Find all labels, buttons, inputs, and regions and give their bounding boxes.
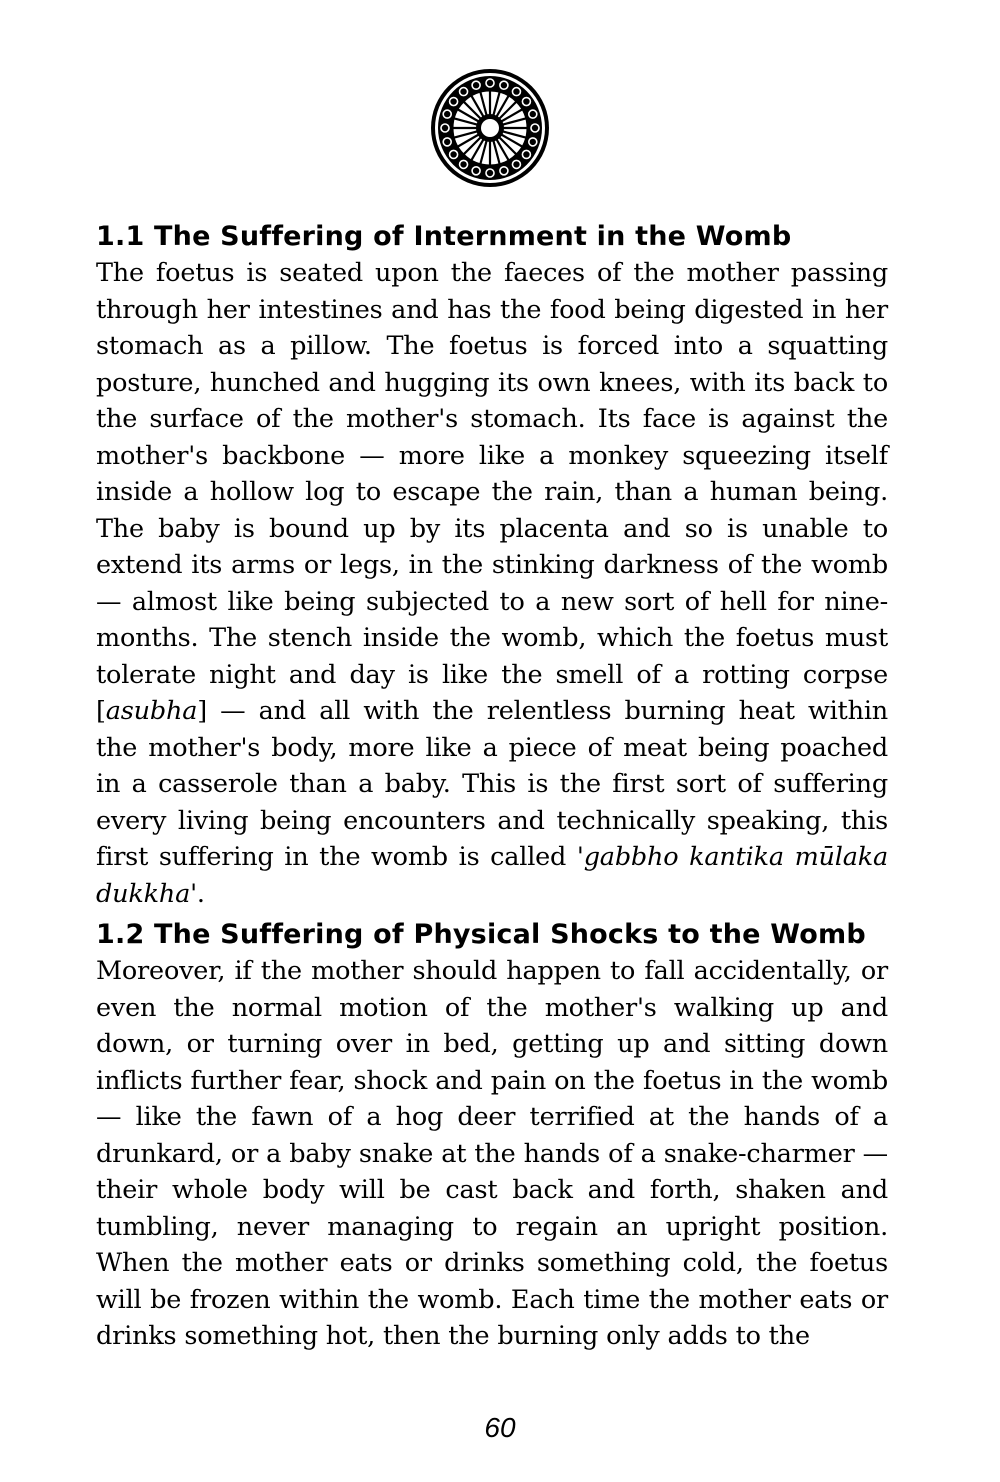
section-heading: 1.1 The Suffering of Internment in the Womb: [96, 221, 792, 252]
paragraph-text: The foetus is seated upon the faeces of the mother passing through her intestines and has the food being digested in her stomach as a pillow. The foetus is forced into a squatting posture, hunched and hugging its own knees, with its back to the surface of the mother's stomach. Its face is against the mother's backbone — more like a monkey squeezing itself inside a hollow log to escape the rain, than a human being. The baby is bound up by its placenta and so is unable to extend its arms or legs, in the stinking darkness of the womb — almost like being subjected to a new sort of hell for nine-months. The stench inside the womb, which the foetus must tolerate night and day is like the smell of a rotting corpse [: [96, 258, 888, 726]
dharma-wheel-icon: [428, 66, 552, 190]
paragraph-text: ] — and all with the relentless burning heat within the mother's body, more like a piece of meat being poached in a casserole than a baby. This is the first sort of suffering every living being encounters and technically speaking, this first suffering in the womb is called ': [96, 696, 888, 872]
paragraph: [96, 255, 888, 912]
page-number: 60: [484, 1412, 516, 1443]
paragraph-text: '.: [190, 878, 205, 909]
paragraph: Moreover, if the mother should happen to fall accidentally, or even the normal motion of the mother's walking up and down, or turning over in bed, getting up and sitting down inflicts further fear, shock and pain on the foetus in the womb — like the fawn of a hog deer terrified at the hands of a drunkard, or a baby snake at the hands of a snake-charmer — their whole body will be cast back and forth, shaken and tumbling, never managing to regain an upright position. When the mother eats or drinks something cold, the foetus will be frozen within the womb. Each time the mother eats or drinks something hot, then the burning only adds to the: [96, 956, 888, 1351]
page-body: [96, 218, 888, 1359]
pali-term: gabbho kantika mūlaka dukkha: [96, 842, 888, 909]
pali-term: asubha: [105, 696, 198, 726]
section-heading: 1.2 The Suffering of Physical Shocks to the Womb: [96, 919, 866, 950]
